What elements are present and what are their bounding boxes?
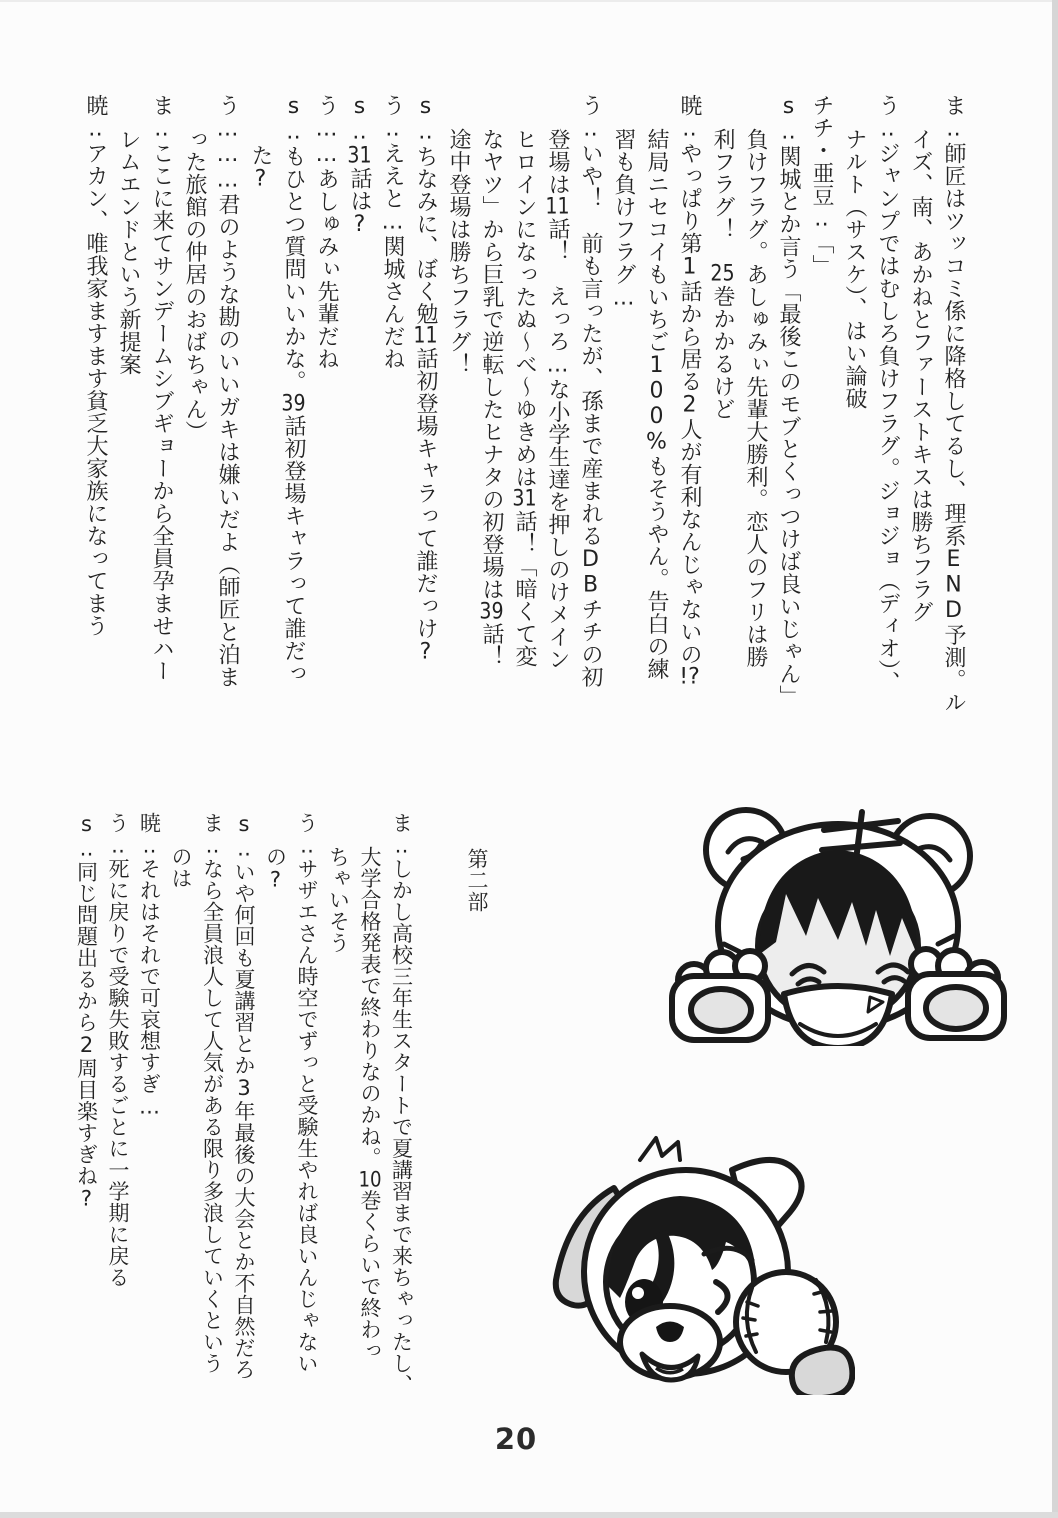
dialogue-line: の?: [263, 846, 288, 892]
dialogue-line: ま‥ここに来てサンデームシブギョーから全員孕ませハー: [149, 94, 174, 682]
dialogue-line: 大学合格発表で終わりなのかね。10巻くらいで終わっ: [358, 846, 382, 1362]
dialogue-line: 途中登場は勝ちフラグ！: [446, 128, 471, 376]
dialogue-line: s‥関城とか言う「最後このモブとくっつけば良いじゃん」: [776, 94, 801, 708]
dialogue-line: 登場は11話！ えっろ…な小学生達を押しのけメイン: [545, 128, 570, 671]
dialogue-line: 暁‥それはそれで可哀想すぎ…: [137, 812, 162, 1119]
dialogue-line: のは: [169, 846, 193, 889]
dialogue-line: イズ、南、あかねとファーストキスは勝ちフラグ: [908, 128, 933, 623]
dialogue-line: ちゃいそう: [326, 846, 351, 954]
tiger-costume-illustration: [666, 794, 1008, 1046]
dialogue-line: レムエンドという新提案: [116, 128, 141, 376]
dialogue-line: s‥いや何回も夏講習とか3年最後の大会とか不自然だろ: [232, 812, 256, 1380]
dialogue-section-1: [79, 94, 970, 762]
dialogue-line: う‥サザエさん時空でずっと受験生やれば良いんじゃない: [295, 812, 319, 1374]
dialogue-line: 負けフラグ。あしゅみぃ先輩大勝利。恋人のフリは勝: [743, 128, 768, 668]
scan-edge-bottom: [0, 1512, 1058, 1518]
dialogue-line: う………君のような勘のいいガキは嫌いだよ（師匠と泊ま: [215, 94, 240, 688]
dialogue-line: s‥同じ問題出るから2周目楽すぎね?: [74, 812, 99, 1211]
dialogue-line: 結局ニセコイもいちご100%もそうやん。告白の練: [644, 128, 669, 680]
dialogue-line: ま‥師匠はツッコミ係に降格してるし、理系END予測。ル: [941, 94, 966, 714]
dialogue-line: s‥ちなみに、ぼく勉11話初登場キャラって誰だっけ?: [413, 94, 438, 665]
dialogue-line: う……あしゅみぃ先輩だね: [314, 94, 339, 370]
dialogue-line: う‥ジャンプではむしろ負けフラグ。ジョジョ（ディオ）、: [875, 94, 900, 694]
dialogue-line: う‥死に戻りで受験失敗するごとに一学期に戻る: [106, 812, 130, 1288]
dialogue-line: 暁‥やっぱり第1話から居る2人が有利なんじゃないの!?: [677, 94, 702, 688]
dialogue-line: ヒロインになったぬ～べ～ゆきめは31話！「暗くて変: [512, 128, 537, 668]
dialogue-line: s‥31話は?: [347, 94, 372, 238]
dialogue-line: チチ・亜豆‥「」: [809, 94, 834, 277]
dialogue-line: なヤツ」から巨乳で逆転したヒナタの初登場は39話！: [479, 128, 504, 668]
scan-edge-top: [0, 0, 1058, 2]
dialogue-line: う‥ええと…関城さんだね: [380, 94, 405, 370]
dialogue-line: ま‥なら全員浪人して人気がある限り多浪していくという: [200, 812, 225, 1374]
page-number: 20: [494, 1422, 538, 1456]
dialogue-line: た?: [248, 144, 273, 192]
scan-edge-right: [1052, 0, 1058, 1518]
dialogue-line: ま‥しかし高校三年生スタートで夏講習まで来ちゃったし、: [389, 812, 414, 1396]
dialogue-line: 習も負けフラグ…: [611, 128, 636, 311]
dialogue-line: った旅館の仲居のおばちゃん）: [182, 128, 207, 443]
section2-heading: 第二部: [465, 848, 489, 913]
dialogue-section-2: [70, 812, 492, 1472]
dialogue-line: ナルト（サスケ）、はい論破: [842, 128, 867, 410]
dialogue-line: う‥いや！ 前も言ったが、孫まで産まれるDBチチの初: [578, 94, 603, 688]
dog-costume-illustration: [528, 1128, 855, 1395]
dialogue-line: 暁‥アカン、唯我家ますます貧乏大家族になってまう: [83, 94, 108, 637]
dialogue-line: 利フラグ！ 25巻かかるけど: [710, 128, 735, 420]
dialogue-line: s‥もひとつ質問いいかな。39話初登場キャラって誰だっ: [281, 94, 306, 685]
